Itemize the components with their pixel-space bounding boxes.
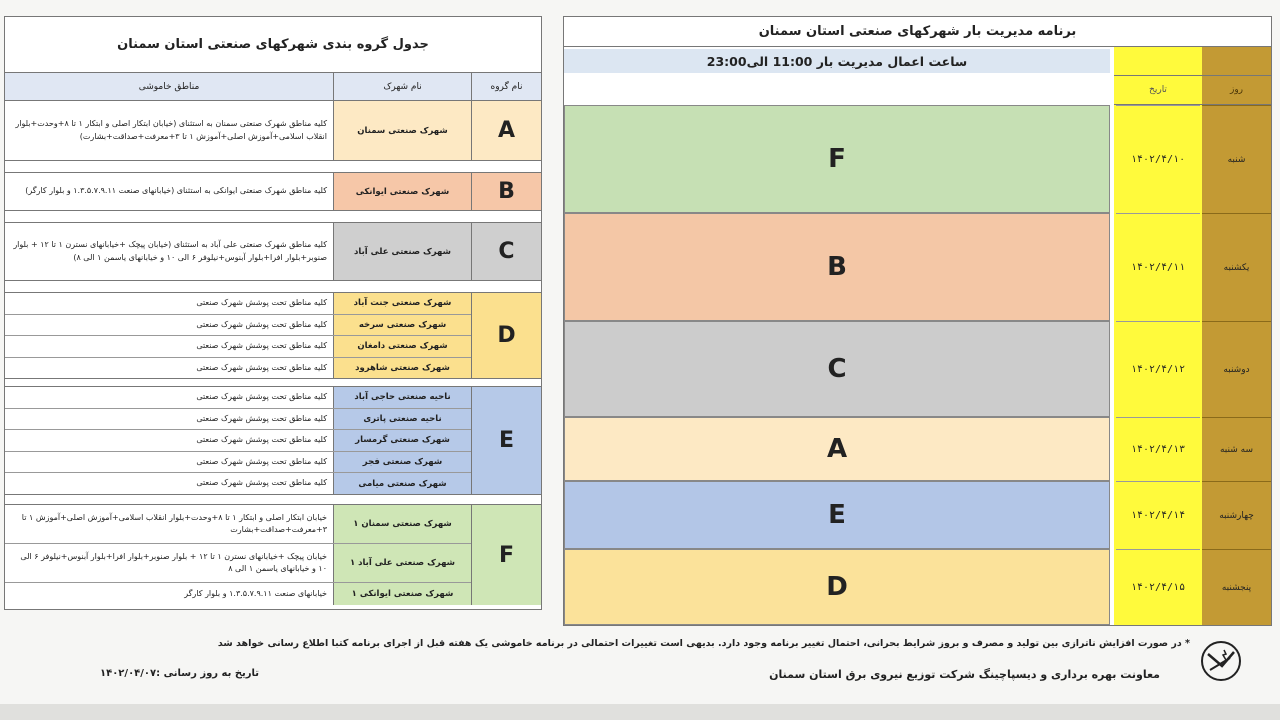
schedule-row [564,105,1271,213]
schedule-hours: ساعت اعمال مدیریت بار 11:00 الی23:00 [564,49,1110,73]
schedule-subheader [564,73,1110,105]
blackout-area: کلیه مناطق تحت پوشش شهرک صنعتی [5,409,333,430]
schedule-day: یکشنبه [1202,213,1271,321]
group-e [5,387,541,495]
group-letter: D [471,293,541,378]
schedule-date: ۱۴۰۲/۴/۱۰ [1116,105,1200,213]
group-letter: F [471,505,541,605]
table-row [5,358,471,379]
schedule-title: برنامه مدیریت بار شهرکهای صنعتی استان سمنان [564,17,1271,47]
blackout-area: خیابانهای صنعت ۱.۳.۵.۷.۹.۱۱ و بلوار کارگر [5,583,333,605]
town-name: شهرک صنعتی علی آباد ۱ [333,544,471,582]
town-name: شهرک صنعتی ایوانکی ۱ [333,583,471,605]
group-letter: A [471,101,541,160]
grouping-table-title: جدول گروه بندی شهرکهای صنعتی استان سمنان [5,17,541,73]
group-letter: C [471,223,541,280]
schedule-table [563,16,1272,626]
blackout-area: کلیه مناطق شهرک صنعتی ایوانکی به استثنای (خیابانهای صنعت ۱.۳.۵.۷.۹.۱۱ و بلوار کارگر) [5,173,333,210]
table-row [5,452,471,474]
schedule-day: سه شنبه [1202,417,1271,481]
town-name: ناحیه صنعتی حاجی آباد [333,387,471,408]
grouping-table-header [5,73,541,101]
town-name: شهرک صنعتی سمنان [333,101,471,160]
grouping-table [4,16,542,610]
schedule-day: چهارشنبه [1202,481,1271,549]
schedule-group: B [564,213,1110,321]
table-row [5,101,471,160]
blackout-area: کلیه مناطق تحت پوشش شهرک صنعتی [5,387,333,408]
blackout-area: کلیه مناطق تحت پوشش شهرک صنعتی [5,430,333,451]
spacer [5,161,541,173]
schedule-date: ۱۴۰۲/۴/۱۵ [1116,549,1200,625]
spacer [5,495,541,505]
schedule-date: ۱۴۰۲/۴/۱۲ [1116,321,1200,417]
schedule-row [564,213,1271,321]
blackout-area: کلیه مناطق تحت پوشش شهرک صنعتی [5,473,333,494]
header-area: مناطق خاموشی [138,81,200,92]
schedule-date: ۱۴۰۲/۴/۱۴ [1116,481,1200,549]
schedule-date: ۱۴۰۲/۴/۱۱ [1116,213,1200,321]
schedule-group: A [564,417,1110,481]
schedule-group: C [564,321,1110,417]
town-name: شهرک صنعتی دامغان [333,336,471,357]
spacer [5,211,541,223]
spacer [5,379,541,387]
town-name: شهرک صنعتی شاهرود [333,358,471,379]
spacer [5,281,541,293]
table-row [5,505,471,544]
schedule-group: F [564,105,1110,213]
blackout-area: کلیه مناطق تحت پوشش شهرک صنعتی [5,358,333,379]
group-b [5,173,541,211]
schedule-day: پنجشنبه [1202,549,1271,625]
table-row [5,387,471,409]
table-row [5,473,471,494]
table-row [5,430,471,452]
schedule-row [564,321,1271,417]
town-name: شهرک صنعتی علی آباد [333,223,471,280]
header-group: نام گروه [471,73,541,100]
town-name: شهرک صنعتی سرخه [333,315,471,336]
schedule-day: دوشنبه [1202,321,1271,417]
schedule-row [564,549,1271,625]
table-row [5,293,471,315]
update-date: تاریخ به روز رسانی :۱۴۰۲/۰۴/۰۷ [100,668,260,679]
table-row [5,173,471,210]
town-name: شهرک صنعتی فجر [333,452,471,473]
power-company-logo-icon [1200,640,1242,682]
schedule-row [564,481,1271,549]
group-c [5,223,541,281]
town-name: شهرک صنعتی جنت آباد [333,293,471,314]
date-header: تاریخ [1114,75,1202,105]
table-row [5,223,471,280]
footer-organization: معاونت بهره برداری و دیسپاچینگ شرکت توزیع نیروی برق استان سمنان [769,668,1160,681]
table-row [5,409,471,431]
table-row [5,544,471,583]
blackout-area: کلیه مناطق تحت پوشش شهرک صنعتی [5,452,333,473]
table-row [5,583,471,605]
table-row [5,336,471,358]
blackout-area: کلیه مناطق تحت پوشش شهرک صنعتی [5,336,333,357]
blackout-area: کلیه مناطق شهرک صنعتی سمنان به استثنای (خیابان ابتکار اصلی و ابتکار ۱ تا ۸+وحدت+بلوار انقلاب اسلامی+آموزش اصلی+آموزش ۱ تا ۳+معرفت+صداقت+بشارت) [5,101,333,160]
schedule-date: ۱۴۰۲/۴/۱۳ [1116,417,1200,481]
town-name: شهرک صنعتی سمنان ۱ [333,505,471,543]
blackout-area: کلیه مناطق شهرک صنعتی علی آباد به استثنای (خیابان پیچک +خیابانهای نسترن ۱ تا ۱۲ + بلوار صنوبر+بلوار افرا+بلوار آبنوس+نیلوفر ۶ الی ۱۰ و خیابانهای یاسمن ۱ الی ۸) [5,223,333,280]
bottom-strip [0,704,1280,720]
group-letter: E [471,387,541,494]
footer-note: * در صورت افزایش ناترازی بین تولید و مصرف و بروز شرایط بحرانی، احتمال تغییر برنامه وجود دارد. بدیهی است تغییرات احتمالی در برنامه خاموشی یک هفته قبل از اجرای برنامه کتبا اطلاع رسانی خواهد شد [217,638,1190,649]
town-name: شهرک صنعتی ایوانکی [333,173,471,210]
town-name: ناحیه صنعتی پاتری [333,409,471,430]
group-f [5,505,541,605]
table-row [5,315,471,337]
header-town: نام شهرک [333,73,471,100]
blackout-area: کلیه مناطق تحت پوشش شهرک صنعتی [5,293,333,314]
blackout-area: کلیه مناطق تحت پوشش شهرک صنعتی [5,315,333,336]
schedule-day: شنبه [1202,105,1271,213]
group-letter: B [471,173,541,210]
town-name: شهرک صنعتی گرمسار [333,430,471,451]
day-header: روز [1202,75,1271,105]
blackout-area: خیابان ابتکار اصلی و ابتکار ۱ تا ۸+وحدت+بلوار انقلاب اسلامی+آموزش اصلی+آموزش ۱ تا ۳+معرفت+صداقت+بشارت [5,505,333,543]
schedule-row [564,417,1271,481]
schedule-group: E [564,481,1110,549]
town-name: شهرک صنعتی میامی [333,473,471,494]
blackout-area: خیابان پیچک +خیابانهای نسترن ۱ تا ۱۲ + بلوار صنوبر+بلوار افرا+بلوار آبنوس+نیلوفر ۶ الی ۱۰ و خیابانهای یاسمن ۱ الی ۸ [5,544,333,582]
schedule-group: D [564,549,1110,625]
group-d [5,293,541,379]
group-a [5,101,541,161]
